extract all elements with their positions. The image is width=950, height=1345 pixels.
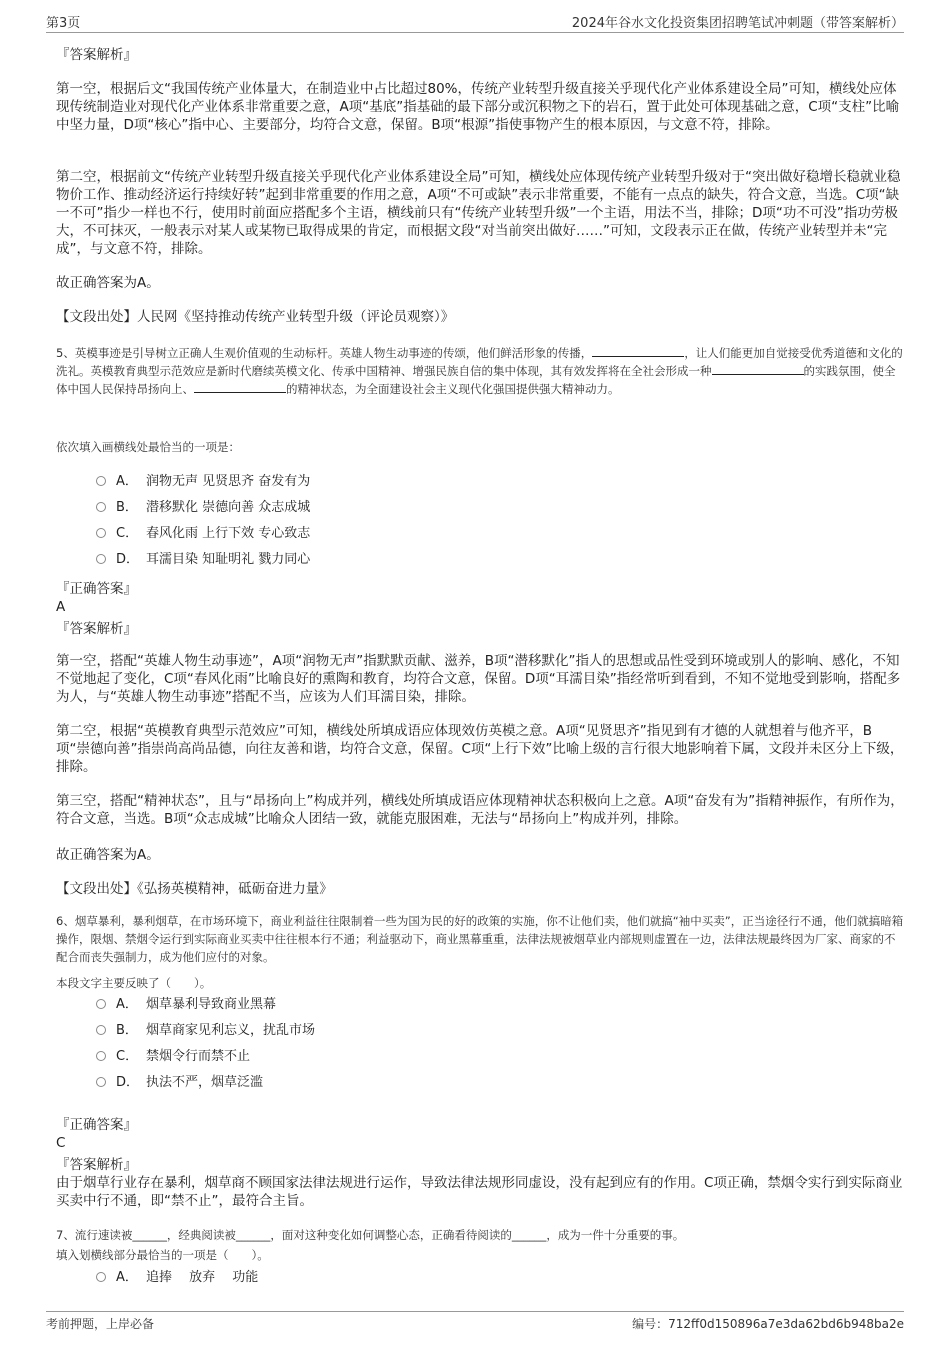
q7-stem: 7、流行速读被______，经典阅读被______，面对这种变化如何调整心态，正确看待阅读的______，成为一件十分重要的事。 [56, 1228, 685, 1242]
serial-value: 712ff0d150896a7e3da62bd6b948ba2e [668, 1317, 904, 1331]
document-title: 2024年谷水文化投资集团招聘笔试冲刺题（带答案解析） [571, 16, 904, 31]
radio-icon[interactable] [96, 1051, 106, 1061]
page-header [46, 10, 904, 33]
radio-icon[interactable] [96, 554, 106, 564]
q6-answer: C [56, 1135, 66, 1151]
q6-prompt: 本段文字主要反映了（ ）。 [56, 976, 212, 990]
q4-analysis-para-2: 第二空，根据前文“传统产业转型升级直接关乎现代化产业体系建设全局”可知，横线处应体现传统产业转型升级对于“突出做好稳增长稳就业稳物价工作、推动经济运行持续好转”起到非常重要的作用之意，A项“不可或缺”表示非常重要，不能有一点点的缺失，符合文意，当选。C项“缺一不可”指少一样也不行，使用时前面应搭配多个主语，横线前只有“传统产业转型升级”一个主语，用法不当，排除；D项“功不可没”指功劳极大，不可抹灭，一般表示对某人或某物已取得成果的肯定，而根据文段“对当前突出做好……”可知，文段表示正在做，传统产业转型并未“完成”，与文意不符，排除。 [56, 169, 901, 257]
q4-analysis-heading: 『答案解析』 [56, 47, 137, 63]
q5-answer: A [56, 599, 66, 615]
q6-analysis: 由于烟草行业存在暴利，烟草商不顾国家法律法规进行运作，导致法律法规形同虚设，没有起到应有的作用。C项正确，禁烟令实行到实际商业买卖中行不通，即“禁不止”，最符合主旨。 [56, 1175, 903, 1209]
radio-icon[interactable] [96, 1077, 106, 1087]
q6-stem: 6、烟草暴利，暴利烟草，在市场环境下，商业利益往往限制着一些为国为民的好的政策的实施，你不让他们卖，他们就搞“袖中买卖”，正当途径行不通，他们就搞暗箱操作，限烟、禁烟令运行到实际商业买卖中往往根本行不通；利益驱动下，商业黑幕重重，法律法规被烟草业内部规则虚置在一边，法律法规最终因为厂家、商家的不配合而丧失强制力，成为他们应付的对象。 [56, 914, 904, 964]
q5-analysis-para-3: 第三空，搭配“精神状态”，且与“昂扬向上”构成并列，横线处所填成语应体现精神状态积极向上之意。A项“奋发有为”指精神振作，有所作为，符合文意，当选。B项“众志成城”比喻众人团结一致，就能克服困难，无法与“昂扬向上”构成并列，排除。 [56, 793, 904, 827]
q5-answer-heading: 『正确答案』 [56, 581, 137, 597]
q5-analysis-para-1: 第一空，搭配“英雄人物生动事迹”，A项“润物无声”指默默贡献、滋养，B项“潜移默化”指人的思想或品性受到环境或别人的影响、感化，不知不觉地起了变化，C项“春风化雨”比喻良好的熏陶和教育，均符合文意，保留。D项“耳濡目染”指经常听到看到，不知不觉地受到影响，搭配多为人，与“英雄人物生动事迹”搭配不当，应该为人们耳濡目染，排除。 [56, 653, 901, 705]
q5-blank-1 [592, 344, 684, 357]
footer-serial [632, 1315, 904, 1332]
q7-prompt: 填入划横线部分最恰当的一项是（ ）。 [56, 1248, 269, 1262]
radio-icon[interactable] [96, 1272, 106, 1282]
q5-prompt: 依次填入画横线处最恰当的一项是： [56, 440, 240, 454]
q5-option-b[interactable]: B． 潜移默化 崇德向善 众志成城 [96, 498, 310, 518]
q4-source: 【文段出处】人民网《坚持推动传统产业转型升级（评论员观察）》 [56, 309, 455, 325]
q5-stem-part-2: ，让人们能更加自觉接受优秀道德和文化的洗礼。英模教育典型示范效应是新时代磨续英模文化、传承中国精神、增强民族自信的集中体现，其有效发挥将在全社会形成一种 [56, 346, 903, 378]
q6-analysis-heading: 『答案解析』 [56, 1157, 137, 1173]
q5-option-d[interactable]: D． 耳濡目染 知耻明礼 戮力同心 [96, 550, 310, 570]
q4-conclusion: 故正确答案为A。 [56, 275, 160, 291]
q5-option-c[interactable]: C． 春风化雨 上行下效 专心致志 [96, 524, 310, 544]
q5-stem-part-3: 的实践氛围，使全体中国人民保持昂扬向上、 [56, 364, 896, 396]
q6-option-a[interactable]: A． 烟草暴利导致商业黑幕 [96, 995, 276, 1015]
footer-slogan: 考前押题，上岸必备 [46, 1317, 155, 1331]
q6-answer-heading: 『正确答案』 [56, 1117, 137, 1133]
radio-icon[interactable] [96, 502, 106, 512]
q5-analysis-para-2: 第二空，根据“英模教育典型示范效应”可知，横线处所填成语应体现效仿英模之意。A项“见贤思齐”指见到有才德的人就想着与他齐平，B项“崇德向善”指崇尚高尚品德，向往友善和谐，均符合文意，保留。C项“上行下效”比喻上级的言行很大地影响着下属，文段并未区分上下级，排除。 [56, 723, 904, 775]
q5-blank-3 [194, 380, 286, 393]
q6-option-b[interactable]: B． 烟草商家见利忘义，扰乱市场 [96, 1021, 315, 1041]
radio-icon[interactable] [96, 476, 106, 486]
q5-stem-part-1: 5、英模事迹是引导树立正确人生观价值观的生动标杆。英雄人物生动事迹的传颂，他们鲜活形象的传播， [56, 346, 593, 360]
radio-icon[interactable] [96, 528, 106, 538]
page-footer [46, 1311, 904, 1335]
q6-option-d[interactable]: D． 执法不严，烟草泛滥 [96, 1073, 263, 1093]
q5-conclusion: 故正确答案为A。 [56, 847, 160, 863]
q6-option-c[interactable]: C． 禁烟令行而禁不止 [96, 1047, 250, 1067]
page-number: 第3页 [46, 16, 81, 31]
q5-stem-part-4: 的精神状态，为全面建设社会主义现代化强国提供强大精神动力。 [286, 382, 620, 396]
q5-source: 【文段出处】《弘扬英模精神，砥砺奋进力量》 [56, 881, 333, 897]
serial-label: 编号： [632, 1317, 669, 1331]
radio-icon[interactable] [96, 999, 106, 1009]
radio-icon[interactable] [96, 1025, 106, 1035]
q5-option-a[interactable]: A． 润物无声 见贤思齐 奋发有为 [96, 472, 310, 492]
q5-blank-2 [712, 362, 804, 375]
q4-analysis-para-1: 第一空，根据后文“我国传统产业体量大，在制造业中占比超过80%，传统产业转型升级直接关乎现代化产业体系建设全局”可知，横线处应体现传统制造业对现代化产业体系非常重要之意，A项“基底”指基础的最下部分或沉积物之下的岩石，置于此处可体现基础之意，C项“支柱”比喻中坚力量，D项“核心”指中心、主要部分，均符合文意，保留。B项“根源”指使事物产生的根本原因，与文意不符，排除。 [56, 81, 900, 133]
q5-stem [56, 344, 904, 398]
q5-analysis-heading: 『答案解析』 [56, 621, 137, 637]
q7-option-a[interactable]: A． 追捧 放弃 功能 [96, 1268, 258, 1288]
